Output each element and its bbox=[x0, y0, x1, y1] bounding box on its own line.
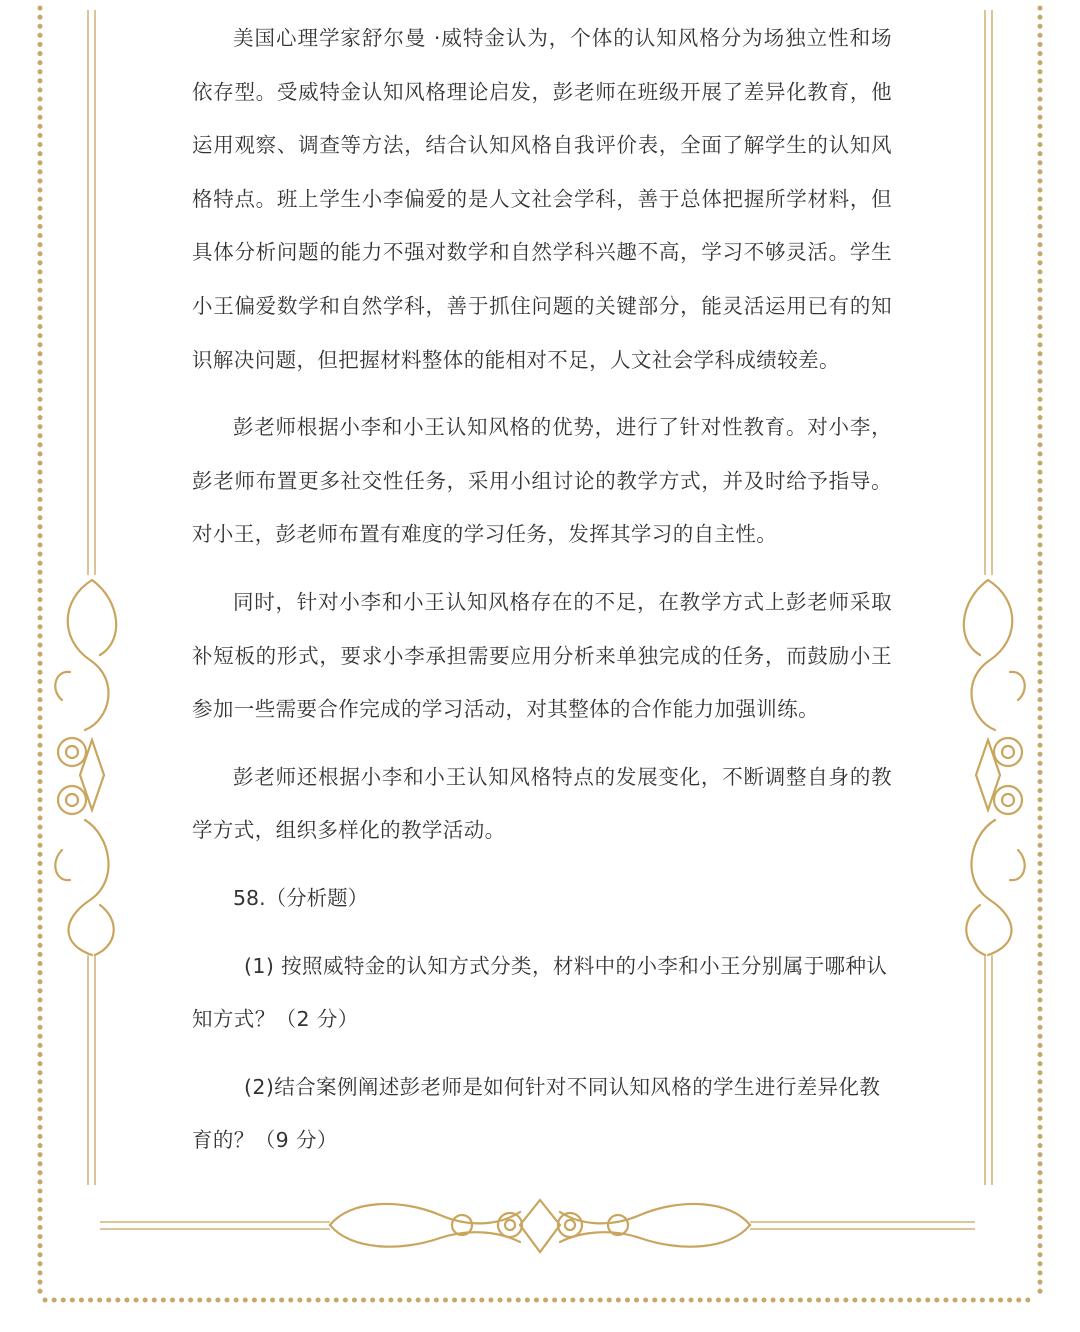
flourish-bottom bbox=[330, 1200, 750, 1252]
paragraph-adjustment: 彭老师还根据小李和小王认知风格特点的发展变化，不断调整自身的教学方式，组织多样化的教学活动。 bbox=[192, 764, 892, 843]
paragraph-shortcomings: 同时，针对小李和小王认知风格存在的不足，在教学方式上彭老师采取补短板的形式，要求小李承担需要应用分析来单独完成的任务，而鼓励小王参加一些需要合作完成的学习活动，对其整体的合作能力加强训练。 bbox=[192, 589, 892, 722]
question-title: 58.（分析题） bbox=[233, 885, 369, 910]
document-body bbox=[192, 12, 892, 1182]
gold-lines-bottom bbox=[100, 1222, 975, 1229]
paragraph-targeted-teaching: 彭老师根据小李和小王认知风格的优势，进行了针对性教育。对小李，彭老师布置更多社交性任务，采用小组讨论的教学方式，并及时给予指导。对小王，彭老师布置有难度的学习任务，发挥其学习的自主性。 bbox=[192, 415, 892, 547]
gold-lines-right bbox=[985, 10, 992, 1185]
question-1: (1) 按照威特金的认知方式分类，材料中的小李和小王分别属于哪种认知方式？（2 分） bbox=[192, 953, 888, 1032]
paragraph-intro: 美国心理学家舒尔曼 ·威特金认为，个体的认知风格分为场独立性和场依存型。受威特金认知风格理论启发，彭老师在班级开展了差异化教育，他运用观察、调查等方法，结合认知风格自我评价表，全面了解学生的认知风格特点。班上学生小李偏爱的是人文社会学科，善于总体把握所学材料，但具体分析问题的能力不强对数学和自然学科兴趣不高，学习不够灵活。学生小王偏爱数学和自然学科，善于抓住问题的关键部分，能灵活运用已有的知识解决问题，但把握材料整体的能相对不足，人文社会学科成绩较差。 bbox=[192, 26, 892, 372]
question-2: (2)结合案例阐述彭老师是如何针对不同认知风格的学生进行差异化教育的？（9 分） bbox=[192, 1074, 881, 1153]
flourish-right bbox=[964, 580, 1025, 955]
gold-lines-left bbox=[88, 10, 95, 1185]
flourish-left bbox=[55, 580, 116, 955]
